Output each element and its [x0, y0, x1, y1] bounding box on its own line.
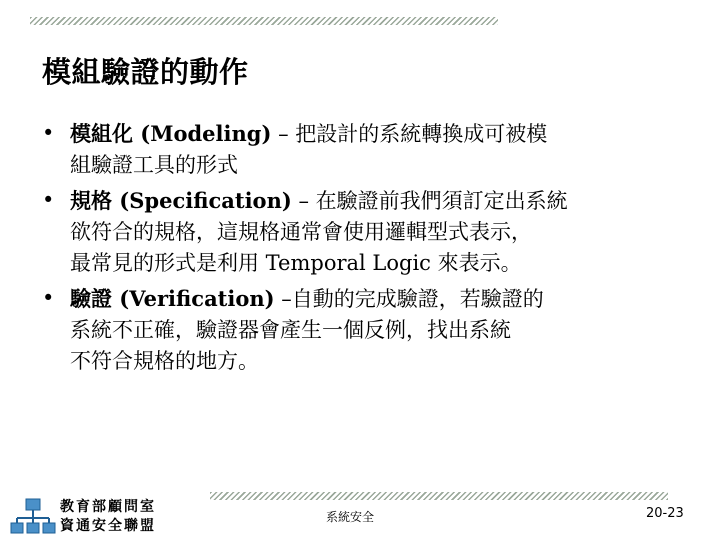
bullet-term: 規格 (Specification): [70, 188, 292, 213]
bullet-line: [70, 118, 690, 150]
ministry-logo: [6, 496, 176, 538]
bottom-decorative-stripe: [210, 492, 668, 500]
logo-line-1: 教育部顧問室: [60, 499, 156, 515]
bullet-dot-icon: •: [42, 286, 55, 310]
logo-text: [60, 498, 156, 536]
bullet-text: – 把設計的系統轉換成可被模: [278, 122, 548, 146]
bullet-list: [40, 118, 690, 381]
bullet-line: [70, 283, 690, 315]
bullet-dot-icon: •: [42, 121, 55, 145]
page-number: 20-23: [646, 506, 684, 521]
bullet-text: –自動的完成驗證，若驗證的: [281, 287, 544, 311]
bullet-text: – 在驗證前我們須訂定出系統: [298, 189, 568, 213]
bullet-line: 不符合規格的地方。: [70, 349, 259, 373]
slide-title: 模組驗證的動作: [42, 55, 249, 89]
bullet-verification: [40, 283, 690, 377]
network-logo-icon: [10, 498, 56, 536]
bullet-line: 最常見的形式是利用 Temporal Logic 來表示。: [70, 251, 522, 275]
bullet-modeling: [40, 118, 690, 181]
bullet-line: [70, 185, 690, 217]
bullet-term: 驗證 (Verification): [70, 286, 275, 311]
bullet-line: 組驗證工具的形式: [70, 153, 238, 177]
bullet-line: 欲符合的規格，這規格通常會使用邏輯型式表示，: [70, 220, 532, 244]
bullet-specification: [40, 185, 690, 279]
top-decorative-stripe: [30, 17, 498, 25]
bullet-dot-icon: •: [42, 188, 55, 212]
footer-course-name: 系統安全: [326, 510, 375, 524]
bullet-term: 模組化 (Modeling): [70, 121, 272, 146]
bullet-line: 系統不正確，驗證器會產生一個反例，找出系統: [70, 318, 511, 342]
logo-line-2: 資通安全聯盟: [60, 518, 156, 534]
